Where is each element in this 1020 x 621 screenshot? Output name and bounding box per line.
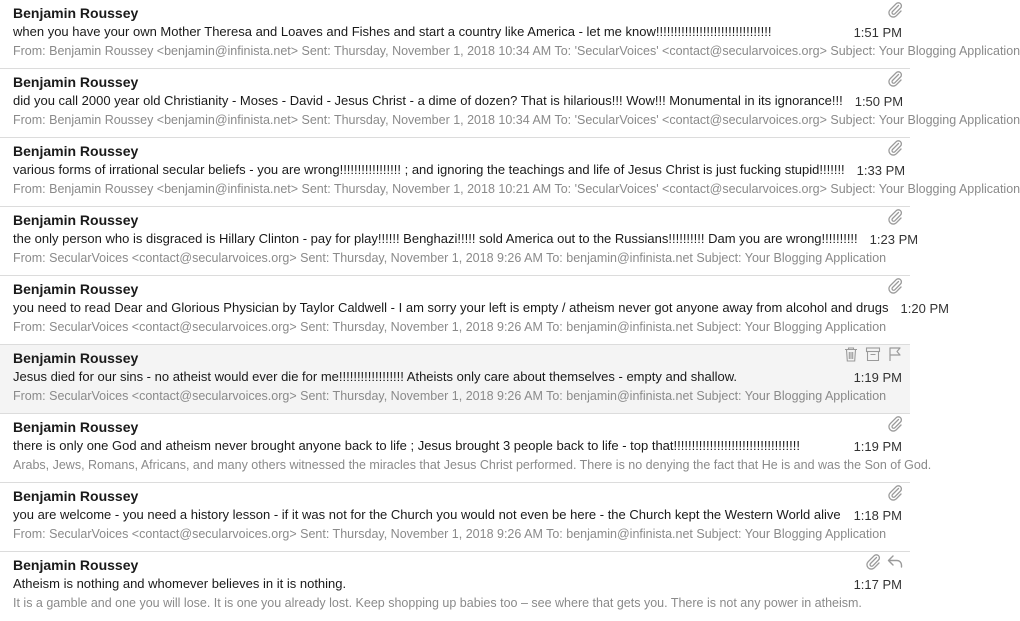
message-preview: From: SecularVoices <contact@secularvoices.org> Sent: Thursday, November 1, 2018 9:26 AM To: benjamin@infinista.net Subject: Your Blogging Application	[13, 320, 887, 334]
message-time: 1:19 PM	[853, 438, 902, 454]
message-sender: Benjamin Roussey	[13, 143, 139, 159]
paperclip-icon	[864, 552, 882, 570]
message-sender: Benjamin Roussey	[13, 488, 139, 504]
message-row[interactable]	[0, 414, 932, 483]
message-icons	[886, 276, 904, 294]
archive-icon[interactable]	[864, 345, 882, 363]
message-preview: From: Benjamin Roussey <benjamin@infinista.net> Sent: Thursday, November 1, 2018 10:34 AM To: 'SecularVoices' <contact@secularvoices.org> Subject: Your Blogging Application	[13, 44, 1020, 58]
message-preview: Arabs, Jews, Romans, Africans, and many others witnessed the miracles that Jesus Christ performed. There is no denying the fact that He is and was the Son of God.	[13, 458, 932, 472]
message-row[interactable]	[0, 0, 1020, 69]
message-preview: From: Benjamin Roussey <benjamin@infinista.net> Sent: Thursday, November 1, 2018 10:21 AM To: 'SecularVoices' <contact@secularvoices.org> Subject: Your Blogging Application	[13, 182, 1020, 196]
paperclip-icon	[886, 414, 904, 432]
message-sender: Benjamin Roussey	[13, 5, 139, 21]
message-subject: Atheism is nothing and whomever believes in it is nothing.	[13, 576, 347, 591]
message-subject: when you have your own Mother Theresa and Loaves and Fishes and start a country like America - let me know!!!!!!!!!!!!!!!!!!!!!!!!!!!!!!!!	[13, 24, 772, 39]
message-sender: Benjamin Roussey	[13, 557, 139, 573]
message-subject: there is only one God and atheism never brought anyone back to life ; Jesus brought 3 people back to life - top that!!!!!!!!!!!!!!!!!!!!!!!!!!!!!!!!!!!	[13, 438, 800, 453]
paperclip-icon	[886, 276, 904, 294]
trash-icon[interactable]	[842, 345, 860, 363]
flag-icon[interactable]	[886, 345, 904, 363]
message-time: 1:23 PM	[869, 231, 919, 247]
message-sender: Benjamin Roussey	[13, 350, 139, 366]
message-preview: From: SecularVoices <contact@secularvoices.org> Sent: Thursday, November 1, 2018 9:26 AM To: benjamin@infinista.net Subject: Your Blogging Application	[13, 527, 887, 541]
message-sender: Benjamin Roussey	[13, 281, 139, 297]
message-sender: Benjamin Roussey	[13, 419, 139, 435]
message-preview: From: Benjamin Roussey <benjamin@infinista.net> Sent: Thursday, November 1, 2018 10:34 AM To: 'SecularVoices' <contact@secularvoices.org> Subject: Your Blogging Application	[13, 113, 1020, 127]
message-icons	[886, 483, 904, 501]
message-subject: did you call 2000 year old Christianity - Moses - David - Jesus Christ - a dime of dozen? That is hilarious!!! Wow!!! Monumental in its ignorance!!!	[13, 93, 843, 108]
message-row[interactable]	[0, 207, 919, 276]
message-time: 1:33 PM	[856, 162, 906, 178]
message-icons	[842, 345, 904, 363]
message-subject: Jesus died for our sins - no atheist would ever die for me!!!!!!!!!!!!!!!!!! Atheists only care about themselves - empty and shallow.	[13, 369, 738, 384]
message-subject: you are welcome - you need a history lesson - if it was not for the Church you would not even be here - the Church kept the Western World alive	[13, 507, 841, 522]
message-icons	[864, 552, 904, 570]
message-subject: the only person who is disgraced is Hillary Clinton - pay for play!!!!!! Benghazi!!!!! sold America out to the Russians!!!!!!!!!! Dam you are wrong!!!!!!!!!!	[13, 231, 858, 246]
message-row[interactable]	[0, 69, 1020, 138]
message-sender: Benjamin Roussey	[13, 74, 139, 90]
message-preview: From: SecularVoices <contact@secularvoices.org> Sent: Thursday, November 1, 2018 9:26 AM To: benjamin@infinista.net Subject: Your Blogging Application	[13, 389, 887, 403]
message-icons	[886, 207, 904, 225]
message-preview: From: SecularVoices <contact@secularvoices.org> Sent: Thursday, November 1, 2018 9:26 AM To: benjamin@infinista.net Subject: Your Blogging Application	[13, 251, 887, 265]
reply-icon	[886, 552, 904, 570]
message-icons	[886, 138, 904, 156]
message-time: 1:17 PM	[853, 576, 902, 592]
paperclip-icon	[886, 69, 904, 87]
message-time: 1:20 PM	[900, 300, 949, 316]
paperclip-icon	[886, 138, 904, 156]
message-preview: It is a gamble and one you will lose. It is one you already lost. Keep shopping up babies too – see where that gets you. There is not any power in atheism.	[13, 596, 862, 610]
message-icons	[886, 0, 904, 18]
message-sender: Benjamin Roussey	[13, 212, 139, 228]
paperclip-icon	[886, 483, 904, 501]
message-row[interactable]	[0, 276, 949, 345]
message-row[interactable]	[0, 483, 910, 552]
message-icons	[886, 414, 904, 432]
message-time: 1:18 PM	[853, 507, 902, 523]
message-subject: various forms of irrational secular beliefs - you are wrong!!!!!!!!!!!!!!!!! ; and ignoring the teachings and life of Jesus Christ is just fucking stupid!!!!!!!	[13, 162, 845, 177]
paperclip-icon	[886, 0, 904, 18]
message-row[interactable]	[0, 345, 910, 414]
paperclip-icon	[886, 207, 904, 225]
message-icons	[886, 69, 904, 87]
message-row[interactable]	[0, 138, 1020, 207]
message-subject: you need to read Dear and Glorious Physician by Taylor Caldwell - I am sorry your left is empty / atheism never got anyone away from alcohol and drugs	[13, 300, 889, 315]
message-time: 1:19 PM	[853, 369, 902, 385]
message-row[interactable]	[0, 552, 910, 621]
message-time: 1:50 PM	[854, 93, 904, 109]
message-time: 1:51 PM	[853, 24, 902, 40]
